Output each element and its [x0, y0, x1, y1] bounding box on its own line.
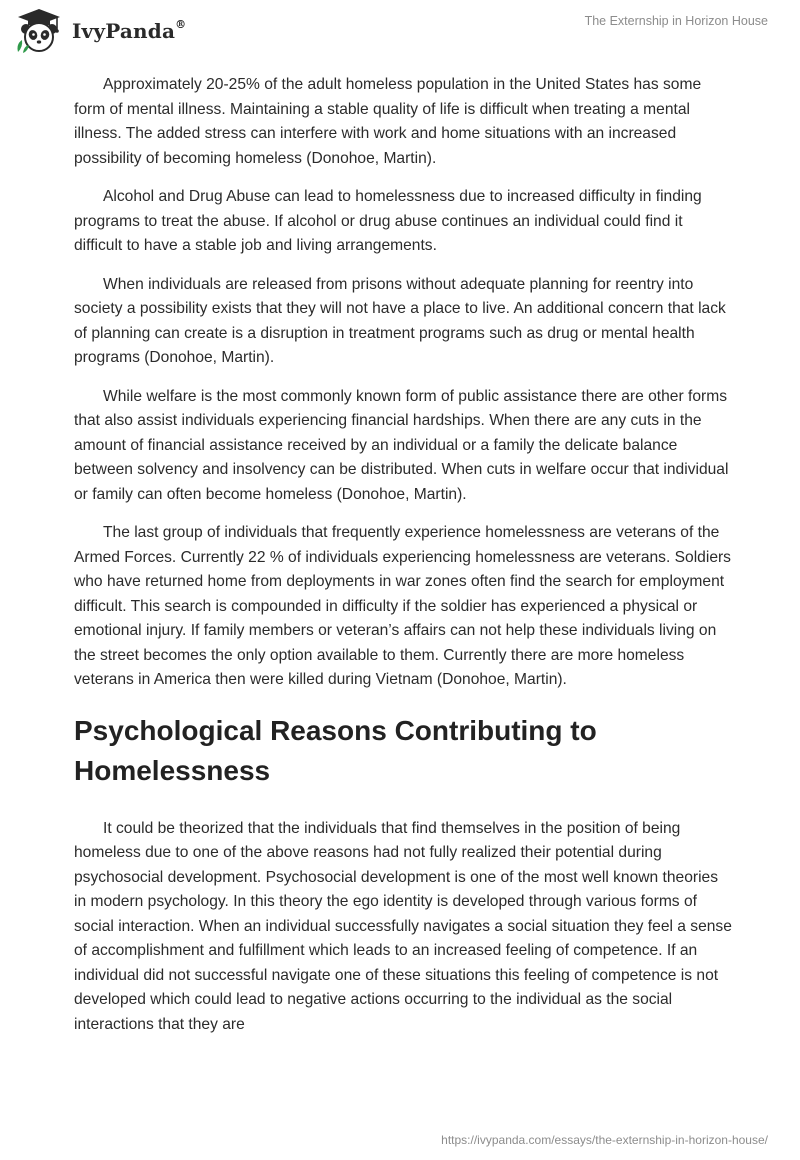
essay-body	[74, 73, 734, 1051]
paragraph-prison-reentry: When individuals are released from prisons without adequate planning for reentry into society a possibility exists that they will not have a place to live. An additional concern that lack of planning can create is a disruption in treatment programs such as drug or mental health programs (Donohoe, Martin).	[74, 275, 726, 366]
paragraph-psychosocial: It could be theorized that the individuals that find themselves in the position of being homeless due to one of the above reasons had not fully realized their potential during psychosocial development. Psychosocial development is one of the most well known theories in modern psychology. In this theory the ego identity is developed through various forms of social interaction. When an individual successfully navigates a social situation they feel a sense of accomplishment and fulfillment which leads to an increased feeling of competence. If an individual did not successful navigate one of these situations this feeling of competence is not developed which could lead to negative actions occurring to the individual as the social interactions that they are	[74, 819, 732, 1033]
source-url[interactable]: https://ivypanda.com/essays/the-externship-in-horizon-house/	[441, 1133, 768, 1147]
logo-wordmark: IvyPanda®	[72, 18, 187, 43]
paragraph-welfare: While welfare is the most commonly known form of public assistance there are other forms that also assist individuals experiencing financial hardships. When there are any cuts in the amount of financial assistance received by an individual or a family the delicate balance between solvency and insolvency can be distributed. When cuts in welfare occur that individual or family can often become homeless (Donohoe, Martin).	[74, 387, 729, 503]
paragraph-substance-abuse: Alcohol and Drug Abuse can lead to homelessness due to increased difficulty in finding programs to treat the abuse. If alcohol or drug abuse continues an individual could find it difficult to have a stable job and living arrangements.	[74, 188, 702, 254]
page-header	[0, 0, 800, 64]
document-title: The Externship in Horizon House	[584, 14, 768, 28]
panda-logo-icon	[14, 8, 64, 54]
paragraph-mental-illness: Approximately 20-25% of the adult homeless population in the United States has some form of mental illness. Maintaining a stable quality of life is difficult when treating a mental illness. The added stress can interfere with work and home situations with an increased possibility of becoming homeless (Donohoe, Martin).	[74, 76, 702, 167]
ivypanda-logo[interactable]	[14, 8, 186, 54]
section-heading: Psychological Reasons Contributing to Homelessness	[74, 714, 597, 786]
paragraph-veterans: The last group of individuals that frequently experience homelessness are veterans of the Armed Forces. Currently 22 % of individuals experiencing homelessness are veterans. Soldiers who have returned home from deployments in war zones often find the search for employment difficult. This search is compounded in difficulty if the soldier has experienced a physical or emotional injury. If family members or veteran’s affairs can not help these individuals living on the street becomes the only option available to them. Currently there are more homeless veterans in America then were killed during Vietnam (Donohoe, Martin).	[74, 524, 731, 688]
